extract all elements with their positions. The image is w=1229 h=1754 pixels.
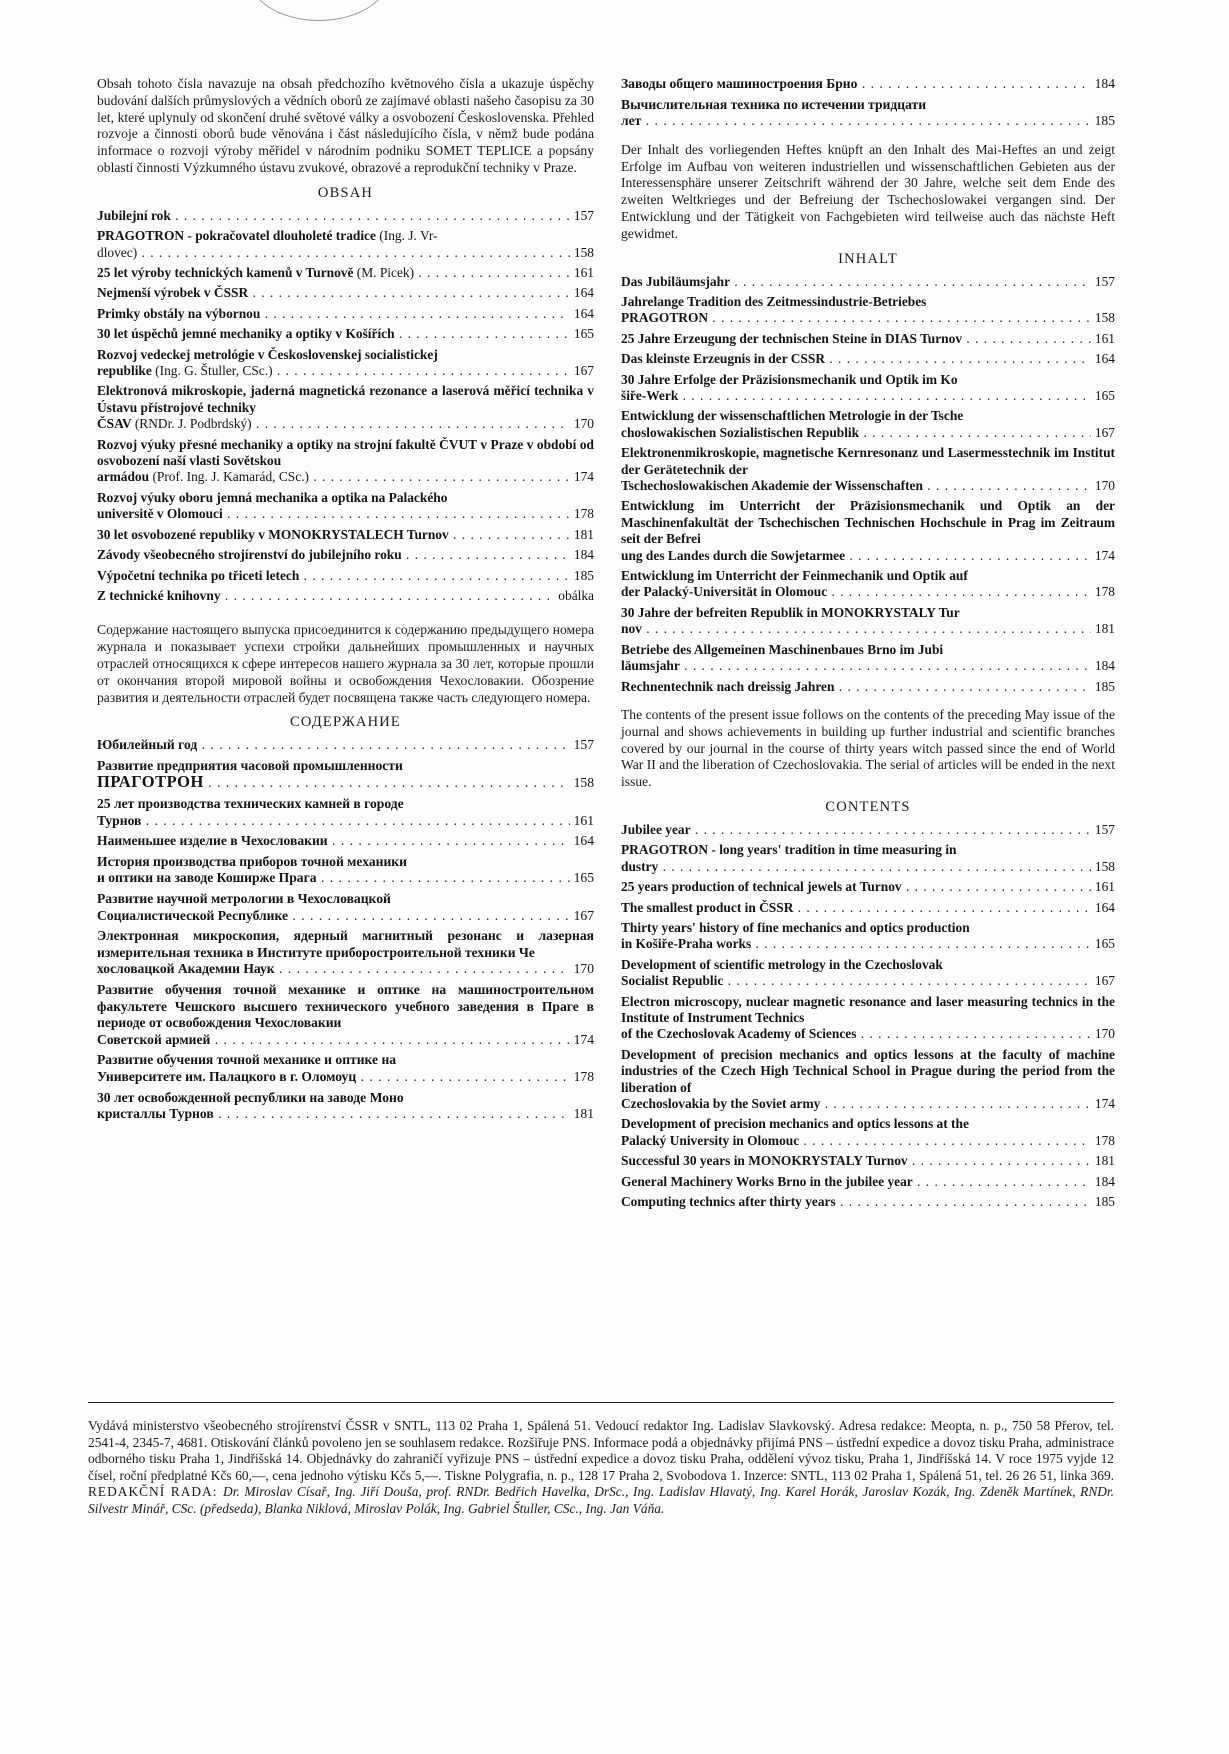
- contents-entry-title: Elektronenmikroskopie, magnetische Kernresonanz und Lasermesstechnik im Institut der Gerätetechnik der: [621, 445, 1115, 477]
- contents-entry-author: (Prof. Ing. J. Kamarád, CSc.): [152, 469, 309, 485]
- contents-entry-title-end: PRAGOTRON: [621, 310, 709, 326]
- russian-intro: Содержание настоящего выпуска присоединится к содержанию предыдущего номера журнала и показывает успехи стройки дальнейших промышленных и научных отраслей относящихся к сфере интересов нашего журнала за 30 лет, которые прошли от окончания второй мировой войны и освобождения Чехословакии. Обозрение развития и деятельности отраслей будет посвящена также часть следующего номера.: [97, 622, 594, 705]
- contents-entry-leader-line: [621, 113, 1115, 130]
- contents-entry-title-end: Jubilee year: [621, 821, 691, 837]
- contents-entry-title: 30 лет освобожденной республики на заводе Моно: [97, 1089, 404, 1105]
- contents-entry: [621, 498, 1115, 564]
- contents-entry-leader-line: [621, 274, 1115, 290]
- contents-entry-page: 164: [1091, 351, 1115, 367]
- contents-entry-page: 174: [1091, 1096, 1115, 1112]
- contents-entry-leader-line: [97, 416, 594, 432]
- contents-entry: [621, 274, 1115, 290]
- contents-entry: [621, 900, 1115, 916]
- contents-entry-title: PRAGOTRON - long years' tradition in time measuring in: [621, 842, 957, 858]
- contents-entry-leader-line: [97, 1069, 594, 1086]
- contents-entry: [621, 97, 1115, 130]
- contents-entry-title-end: der Palacký-Universität in Olomouc: [621, 584, 828, 600]
- contents-entry-page: 157: [1091, 274, 1115, 290]
- contents-entry-page: 167: [570, 363, 594, 379]
- contents-entry-title-end: universitě v Olomouci: [97, 506, 223, 522]
- contents-entry-leader-line: [621, 1133, 1115, 1149]
- contents-entry-page: 167: [1091, 973, 1115, 989]
- imprint: [88, 1418, 1114, 1518]
- contents-entry: [97, 208, 594, 224]
- contents-entry: [97, 982, 594, 1048]
- contents-entry-leader-line: [97, 527, 594, 543]
- contents-entry-page: 165: [1091, 388, 1115, 404]
- contents-entry-leader-line: [97, 588, 594, 604]
- contents-entry-leader-line: [97, 265, 594, 281]
- contents-entry: [97, 737, 594, 754]
- contents-entry-title: PRAGOTRON - pokračovatel dlouholeté tradice: [97, 228, 380, 244]
- contents-entry-title-end: Primky obstály na výbornou: [97, 305, 261, 321]
- contents-entry-leader-line: [621, 310, 1115, 326]
- contents-entry: [621, 1116, 1115, 1149]
- russian-contents-list: [97, 737, 594, 1122]
- contents-entry-title-end: in Košiře-Praha works: [621, 936, 752, 952]
- czech-intro: Obsah tohoto čísla navazuje na obsah předchozího květnového čísla a ukazuje úspěchy budování dalších průmyslových a vědních oborů ze zajímavé oblasti našeho časopisu za 30 let, které uplynuly od skončení druhé světové války a osvobození Československa. Přehled rozvoje a činnosti oborů bude věnována i část následujícího čísla, v němž bude podána informace o rozvoji výroby měřidel v národním podniku SOMET TEPLICE a popsány oblasti činnosti Výzkumného ústavu zvukové, obrazové a reprodukční techniky v Praze.: [97, 76, 594, 175]
- contents-entry-leader-line: [97, 908, 594, 925]
- contents-entry: [97, 347, 594, 380]
- english-intro: The contents of the present issue follows on the contents of the preceding May issue of the journal and shows achievements in building up further industrial and scientific branches covered by our journal in the course of thirty years witch passed since the end of World War II and the liberation of Czechoslovakia. The serial of articles will be ended in the next issue.: [621, 706, 1115, 790]
- contents-entry-title: Thirty years' history of fine mechanics and optics production: [621, 919, 970, 935]
- russian-contents-heading: СОДЕРЖАНИЕ: [290, 714, 401, 731]
- contents-entry-title: Развитие обучения точной механике и оптике на машиностроительном факультете Чешского высшего технического учебного заведения в Праге в периоде от освобождения Чехословакии: [97, 982, 594, 1031]
- contents-entry-title-end: läumsjahr: [621, 658, 680, 674]
- contents-entry-author: (RNDr. J. Podbrdský): [134, 416, 252, 432]
- contents-entry-title-end: Социалистической Республике: [97, 907, 289, 923]
- contents-entry-title: Rozvoj vedeckej metrológie v Československej socialistickej: [97, 346, 438, 362]
- contents-entry-page: 167: [570, 908, 594, 925]
- contents-entry-page: 161: [1091, 879, 1115, 895]
- contents-entry-leader-line: [97, 363, 594, 379]
- contents-entry: [621, 679, 1115, 695]
- contents-entry-leader-line: [621, 425, 1115, 441]
- contents-entry-title: Развитие научной метрологии в Чехословацкой: [97, 891, 391, 907]
- contents-entry-leader-line: [621, 1194, 1115, 1210]
- contents-entry-title-end: šiře-Werk: [621, 388, 679, 403]
- contents-entry-leader-line: [97, 326, 594, 342]
- contents-entry: [97, 306, 594, 322]
- contents-entry: [621, 642, 1115, 675]
- contents-entry-title-end: The smallest product in ČSSR: [621, 899, 794, 915]
- contents-entry-title-end: Турнов: [97, 812, 142, 828]
- contents-entry-leader-line: [97, 961, 594, 978]
- contents-entry-title-end: 30 let úspěchů jemné mechaniky a optiky v Košířích: [97, 326, 395, 342]
- contents-entry-title-end: Советской армией: [97, 1031, 211, 1047]
- contents-entry-title: Electron microscopy, nuclear magnetic resonance and laser measuring technics in the Institute of Instrument Technics: [621, 993, 1115, 1025]
- contents-entry-page: 170: [570, 961, 594, 978]
- contents-entry-title-end: nov: [621, 621, 642, 637]
- contents-entry-page: 164: [1091, 900, 1115, 916]
- contents-entry-title-end: armádou: [97, 469, 153, 485]
- contents-entry-title: Jahrelange Tradition des Zeitmessindustrie-Betriebes: [621, 293, 927, 309]
- contents-entry-leader-line: [97, 1106, 594, 1123]
- contents-entry-title: Развитие обучения точной механике и оптике на: [97, 1052, 397, 1068]
- contents-entry-leader-line: [97, 568, 594, 584]
- contents-entry-title: Вычислительная техника по истечении тридцати: [621, 96, 927, 112]
- editorial-board-label: REDAKČNÍ RADA:: [88, 1484, 224, 1500]
- contents-entry-title: 30 Jahre Erfolge der Präzisionsmechanik und Optik im Ko: [621, 371, 958, 387]
- contents-entry-page: 185: [1091, 1194, 1115, 1210]
- contents-entry-title: Развитие предприятия часовой промышленности: [97, 757, 403, 773]
- contents-entry-page: 184: [570, 547, 594, 563]
- contents-entry: [621, 957, 1115, 990]
- contents-entry: [621, 372, 1115, 405]
- contents-entry-leader-line: [97, 547, 594, 563]
- contents-entry-title-end: Das Jubiläumsjahr: [621, 273, 731, 289]
- contents-entry-title: Development of scientific metrology in the Czechoslovak: [621, 956, 943, 972]
- contents-entry: [97, 285, 594, 301]
- contents-entry-page: 174: [1091, 548, 1115, 564]
- contents-entry: [621, 76, 1115, 93]
- contents-entry-title-end: ČSAV: [97, 416, 135, 432]
- contents-entry: [97, 568, 594, 584]
- contents-entry: [97, 758, 594, 792]
- contents-entry-page: 158: [1091, 859, 1115, 875]
- contents-entry: [621, 1174, 1115, 1190]
- czech-contents-heading: OBSAH: [317, 184, 374, 201]
- footer-rule: [88, 1402, 1114, 1403]
- contents-entry-title-end: 25 Jahre Erzeugung der technischen Steine in DIAS Turnov: [621, 330, 963, 346]
- contents-entry-leader-line: [621, 621, 1115, 637]
- contents-entry-page: 170: [1091, 478, 1115, 494]
- contents-entry-leader-line: [621, 331, 1115, 347]
- contents-entry-page: 174: [570, 469, 594, 485]
- czech-contents-list: [97, 208, 594, 605]
- contents-entry-title: Entwicklung im Unterricht der Feinmechanik und Optik auf: [621, 568, 968, 584]
- contents-entry-page: 181: [570, 1106, 594, 1123]
- contents-entry-page: 157: [570, 737, 594, 754]
- contents-entry: [621, 294, 1115, 327]
- contents-entry-page: 184: [1091, 76, 1115, 93]
- contents-entry: [97, 928, 594, 978]
- contents-entry-page: 178: [570, 506, 594, 522]
- contents-entry-leader-line: [621, 76, 1115, 93]
- contents-entry-title-end: Das kleinste Erzeugnis in der CSSR: [621, 351, 825, 367]
- contents-entry-leader-line: [621, 658, 1115, 674]
- contents-entry-title: 30 Jahre der befreiten Republik in MONOKRYSTALY Tur: [621, 604, 960, 620]
- english-contents-list: [621, 822, 1115, 1211]
- contents-entry: [621, 445, 1115, 494]
- contents-entry-title-end: Nejmenší výrobek v ČSSR: [97, 285, 249, 301]
- contents-entry-title-end: Наименьшее изделие в Чехословакии: [97, 833, 328, 849]
- contents-entry: [97, 891, 594, 924]
- contents-entry-leader-line: [621, 879, 1115, 895]
- contents-entry-title: Электронная микроскопия, ядерный магнитный резонанс и лазерная измерительная техника в Институте приборостроительной техники Че: [97, 928, 594, 960]
- contents-entry-page: 161: [1091, 331, 1115, 347]
- contents-entry: [621, 1153, 1115, 1169]
- contents-entry-leader-line: [97, 285, 594, 301]
- contents-entry: [621, 842, 1115, 875]
- contents-entry-title: Development of precision mechanics and optics lessons at the faculty of machine industries of the Czech High Technical School in Prague during the period from the liberation of: [621, 1046, 1115, 1095]
- contents-entry-leader-line: [97, 1032, 594, 1049]
- contents-entry-leader-line: [621, 1174, 1115, 1190]
- contents-entry: [97, 547, 594, 563]
- contents-entry-leader-line: [621, 822, 1115, 838]
- contents-entry-leader-line: [97, 208, 594, 224]
- contents-entry-title-end: ПРАГОТРОН: [97, 774, 204, 792]
- contents-entry-page: 178: [1091, 584, 1115, 600]
- contents-entry-title-end: Z technické knihovny: [97, 587, 221, 603]
- contents-entry: [621, 605, 1115, 638]
- contents-entry: [97, 796, 594, 829]
- contents-entry-title: Elektronová mikroskopie, jaderná magnetická rezonance a laserová měřicí technika v Ústavu přístrojové techniky: [97, 383, 594, 415]
- contents-entry-leader-line: [621, 859, 1115, 875]
- contents-entry-page: obálka: [554, 588, 594, 604]
- contents-entry: [621, 331, 1115, 347]
- contents-entry-page: 184: [1091, 658, 1115, 674]
- contents-entry-page: 161: [570, 265, 594, 281]
- contents-entry-leader-line: [621, 1026, 1115, 1042]
- contents-entry-title-end: Tschechoslowakischen Akademie der Wissenschaften: [621, 478, 923, 494]
- contents-entry: [621, 1047, 1115, 1113]
- contents-entry: [621, 568, 1115, 601]
- contents-entry-leader-line: [97, 506, 594, 522]
- german-contents-heading: INHALT: [838, 250, 898, 267]
- contents-entry-title-end: Czechoslovakia by the Soviet army: [621, 1095, 821, 1111]
- contents-entry-page: 165: [570, 326, 594, 342]
- contents-entry-title-end: Jubilejní rok: [97, 207, 171, 223]
- contents-entry-author: dlovec): [97, 244, 138, 260]
- contents-entry: [621, 879, 1115, 895]
- contents-entry-page: 185: [570, 568, 594, 584]
- contents-entry-page: 167: [1091, 425, 1115, 441]
- contents-entry-title-end: и оптики на заводе Коширже Прага: [97, 870, 317, 886]
- editorial-board-members: Dr. Miroslav Císař, Ing. Jiří Douša, prof. RNDr. Bedřich Havelka, DrSc., Ing. Ladislav Hlavatý, Ing. Karel Horák, Jaroslav Kozák, Ing. Zdeněk Martínek, RNDr. Silvestr Minář, CSc. (předseda), Blanka Niklová, Miroslav Polák, Ing. Gabriel Štuller, CSc., Ing. Jan Váňa.: [88, 1484, 1115, 1516]
- contents-entry-title-end: ung des Landes durch die Sowjetarmee: [621, 547, 846, 563]
- contents-entry-title-end: хословацкой Академии Наук: [97, 961, 275, 977]
- contents-entry-title-end: Юбилейный год: [97, 737, 198, 753]
- contents-entry-leader-line: [621, 584, 1115, 600]
- contents-entry-author: (M. Picek): [356, 265, 415, 280]
- contents-entry-page: 181: [1091, 1153, 1115, 1169]
- contents-entry: [97, 833, 594, 850]
- contents-entry-title: История производства приборов точной механики: [97, 853, 407, 869]
- right-column: [621, 76, 1115, 1214]
- contents-entry: [97, 383, 594, 432]
- contents-entry-page: 185: [1091, 679, 1115, 695]
- contents-entry-title: Rozvoj výuky oboru jemná mechanika a optika na Palackého: [97, 489, 448, 505]
- contents-entry-leader-line: [97, 469, 594, 485]
- contents-entry-leader-line: [621, 478, 1115, 494]
- german-intro: Der Inhalt des vorliegenden Heftes knüpft an den Inhalt des Mai-Heftes an und zeigt Erfolge im Aufbau von weiteren industriellen und wissenschaftlichen Gebieten aus der Interessensphäre unserer Zeitschrift während der 30 Jahre, welche seit dem Ende des zweiten Weltkrieges und der Befreiung der Tschechoslowakei vergangen sind. Der Entwicklung und der Tätigkeit von Fachgebieten wird teilweise auch das nächste Heft gewidmet.: [621, 141, 1115, 241]
- contents-entry-leader-line: [97, 774, 594, 792]
- contents-entry-title-end: 25 let výroby technických kamenů v Turnově: [97, 265, 357, 280]
- contents-entry-author: (Ing. G. Štuller, CSc.): [155, 363, 273, 379]
- contents-entry: [97, 1052, 594, 1085]
- contents-entry-page: 185: [1091, 113, 1115, 130]
- contents-entry-title-end: choslowakischen Sozialistischen Republik: [621, 424, 860, 440]
- contents-entry-page: 184: [1091, 1174, 1115, 1190]
- contents-entry: [621, 920, 1115, 953]
- contents-entry-page: 181: [1091, 621, 1115, 637]
- contents-entry-title: Rozvoj výuky přesné mechaniky a optiky na strojní fakultě ČVUT v Praze v období od osvobození naší vlasti Sovětskou: [97, 436, 594, 469]
- contents-entry-title: Development of precision mechanics and optics lessons at the: [621, 1116, 969, 1132]
- contents-entry-leader-line: [621, 388, 1115, 404]
- german-contents-list: [621, 274, 1115, 695]
- contents-entry-title-end: 30 let osvobozené republiky v MONOKRYSTALECH Turnov: [97, 526, 449, 542]
- imprint-text: Vydává ministerstvo všeobecného strojírenství ČSSR v SNTL, 113 02 Praha 1, Spálená 51. Vedoucí redaktor Ing. Ladislav Slavkovský. Adresa redakce: Meopta, n. p., 750 58 Přerov, tel. 2541-4, 2345-7, 4681. Otiskování článků povoleno jen se souhlasem redakce. Rozšiřuje PNS. Informace podá a objednávky přijímá PNS – ústřední expedice a dovoz tisku Praha, administrace odborného tisku Praha 1, Jindřišská 14. Objednávky do zahraničí vyřizuje PNS – ústřední expedice a dovoz tisku Praha, oddělení vývoz tisku, Praha 1, Jindřišská 14. V roce 1975 vyjde 12 čísel, roční předplatné Kčs 60,—, cena jednoho výtisku Kčs 5,—. Tiskne Polygrafia, n. p., 128 17 Praha 2, Svobodova 1. Inzerce: SNTL, 113 02 Praha 1, Spálená 51, tel. 26 26 51, linka 369.: [88, 1418, 1115, 1483]
- contents-entry-page: 158: [1091, 310, 1115, 326]
- contents-entry: [97, 588, 594, 604]
- russian-contents-continued: [621, 76, 1115, 130]
- english-contents-heading: CONTENTS: [825, 798, 911, 815]
- contents-entry-page: 181: [570, 527, 594, 543]
- contents-entry-title: Entwicklung im Unterricht der Präzisionsmechanik und Optik an der Maschinenfakultät der Tschechischen Technischen Hochschule in Prag im Zeitraum seit der Befrei: [621, 498, 1115, 547]
- contents-entry-title-end: Závody všeobecného strojírenství do jubilejního roku: [97, 547, 402, 563]
- left-column: [97, 76, 594, 1127]
- contents-entry-page: 170: [1091, 1026, 1115, 1042]
- contents-entry-title-end: dustry: [621, 858, 659, 874]
- contents-entry-page: 164: [570, 285, 594, 301]
- contents-entry-page: 165: [570, 870, 594, 887]
- contents-entry-title-end: Университете им. Палацкого в г. Оломоуц: [97, 1068, 357, 1084]
- contents-entry-title-end: General Machinery Works Brno in the jubilee year: [621, 1173, 913, 1189]
- contents-entry-leader-line: [621, 1096, 1115, 1112]
- contents-entry-page: 165: [1091, 936, 1115, 952]
- contents-entry-page: 157: [570, 208, 594, 224]
- contents-entry-page: 164: [570, 833, 594, 850]
- contents-entry: [621, 408, 1115, 441]
- contents-entry: [97, 326, 594, 342]
- contents-entry-leader-line: [621, 973, 1115, 989]
- contents-entry-page: 178: [1091, 1133, 1115, 1149]
- contents-entry-author: (Ing. J. Vr-: [379, 228, 438, 244]
- contents-entry: [97, 265, 594, 281]
- contents-entry-title: Entwicklung der wissenschaftlichen Metrologie in der Tsche: [621, 408, 964, 424]
- contents-entry-leader-line: [97, 813, 594, 830]
- contents-entry-page: 170: [570, 416, 594, 432]
- contents-entry-title-end: of the Czechoslovak Academy of Sciences: [621, 1026, 857, 1042]
- contents-entry: [97, 437, 594, 486]
- contents-entry: [621, 1194, 1115, 1210]
- contents-entry-leader-line: [97, 833, 594, 850]
- contents-entry-title-end: Palacký University in Olomouc: [621, 1132, 800, 1148]
- contents-entry-page: 161: [570, 813, 594, 830]
- contents-entry: [621, 822, 1115, 838]
- contents-entry-leader-line: [621, 900, 1115, 916]
- contents-entry-title: Betriebe des Allgemeinen Maschinenbaues Brno im Jubi: [621, 641, 944, 657]
- contents-entry-title-end: кристаллы Турнов: [97, 1106, 214, 1122]
- contents-entry: [621, 351, 1115, 367]
- contents-entry-leader-line: [97, 870, 594, 887]
- contents-entry: [97, 1090, 594, 1123]
- contents-entry: [97, 228, 594, 261]
- contents-entry-title-end: Заводы общего машиностроения Брно: [621, 76, 858, 91]
- contents-entry-page: 174: [570, 1032, 594, 1049]
- contents-entry-title: 25 лет производства технических камней в городе: [97, 796, 404, 812]
- contents-entry-title-end: 25 years production of technical jewels at Turnov: [621, 879, 902, 895]
- contents-entry-leader-line: [621, 679, 1115, 695]
- contents-entry-leader-line: [97, 245, 594, 261]
- contents-entry-leader-line: [621, 351, 1115, 367]
- contents-entry-page: 158: [570, 775, 594, 792]
- contents-entry-title-end: Výpočetní technika po třiceti letech: [97, 567, 300, 583]
- contents-entry-title-end: Successful 30 years in MONOKRYSTALY Turnov: [621, 1153, 908, 1169]
- contents-entry-leader-line: [621, 936, 1115, 952]
- contents-entry-page: 158: [570, 245, 594, 261]
- contents-entry-title-end: republike: [97, 363, 156, 379]
- contents-entry: [97, 854, 594, 887]
- contents-entry-title-end: Socialist Republic: [621, 973, 724, 989]
- contents-entry: [621, 994, 1115, 1043]
- contents-entry-page: 164: [570, 306, 594, 322]
- contents-entry: [97, 490, 594, 523]
- contents-entry-leader-line: [97, 306, 594, 322]
- contents-entry-leader-line: [621, 1153, 1115, 1169]
- contents-entry-leader-line: [97, 737, 594, 754]
- contents-entry-leader-line: [621, 548, 1115, 564]
- contents-entry-page: 157: [1091, 822, 1115, 838]
- contents-entry-page: 178: [570, 1069, 594, 1086]
- contents-entry-title-end: лет: [621, 113, 642, 129]
- contents-entry-title-end: Computing technics after thirty years: [621, 1194, 836, 1210]
- contents-entry: [97, 527, 594, 543]
- scan-corner-mark: [248, 0, 390, 21]
- contents-entry-title-end: Rechnentechnik nach dreissig Jahren: [621, 678, 835, 694]
